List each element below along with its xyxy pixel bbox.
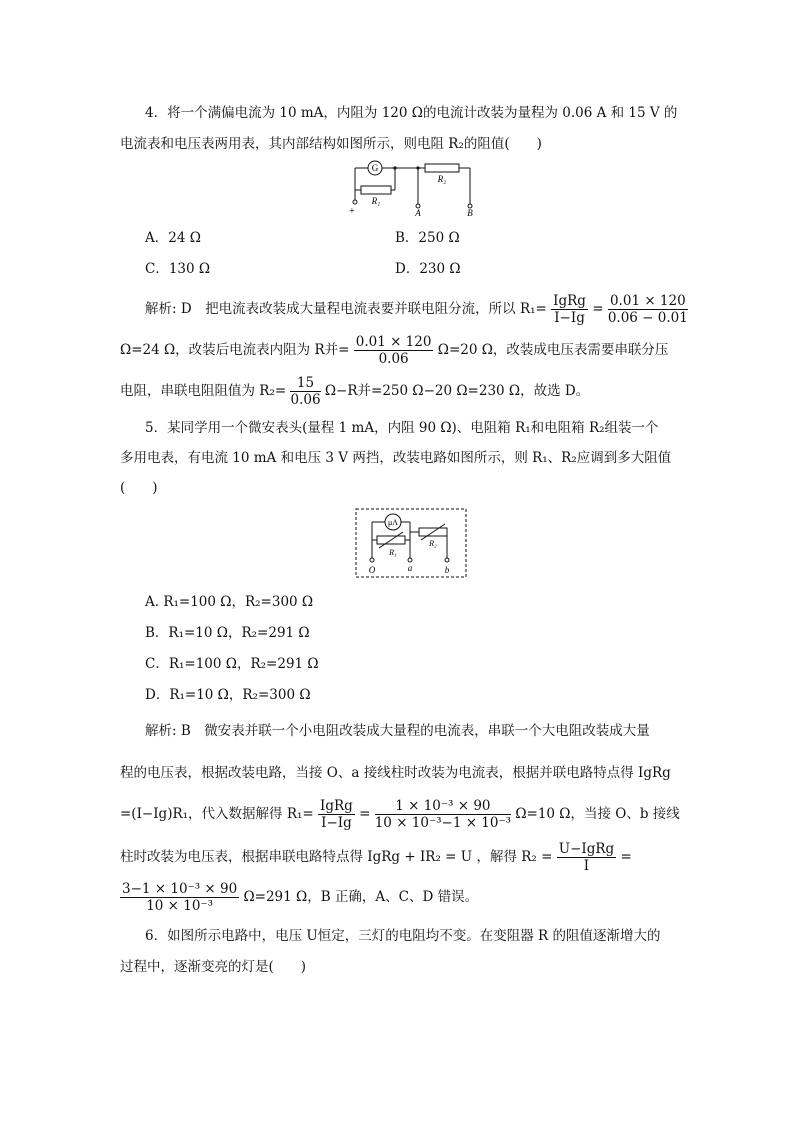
- q5-meter-label: μA: [387, 518, 399, 527]
- q4-stem-line1: 4．将一个满偏电流为 10 mA，内阻为 120 Ω的电流计改装为量程为 0.06 A 和 15 V 的: [145, 105, 678, 121]
- q5-option-c: C．R₁=100 Ω，R₂=291 Ω: [145, 656, 319, 672]
- q5-option-a: A. R₁=100 Ω，R₂=300 Ω: [145, 594, 314, 610]
- q5-solution-line5: [120, 878, 478, 916]
- q5-sol-text2: Ω=10 Ω，当接 O、b 接线: [515, 806, 680, 822]
- q4-sol-frac4-den: 0.06: [290, 392, 321, 408]
- q4-sol-eq: =: [592, 301, 604, 317]
- q5-sol-frac4: [120, 881, 239, 914]
- q5-sol-frac4-den: 10 × 10⁻³: [146, 898, 213, 914]
- q4-sol-frac3-num: 0.01 × 120: [355, 334, 432, 350]
- q4-solution-line3: [120, 372, 589, 410]
- q5-solution-line2: 程的电压表，根据改装电路，当接 O、a 接线柱时改装为电流表，根据并联电路特点得 IgRg: [120, 765, 671, 781]
- q5-r1-label: R₁: [389, 548, 397, 557]
- q4-sol-frac2-num: 0.01 × 120: [608, 293, 688, 310]
- q5-sol-frac2: [375, 798, 511, 831]
- q5-sol-frac2-den: 10 × 10⁻³−1 × 10⁻³: [374, 815, 512, 831]
- q4-sol-frac1: [551, 293, 588, 326]
- q5-b-label: b: [444, 565, 450, 575]
- q4-sol-text2: Ω=24 Ω，改装后电流表内阻为 R并=: [120, 342, 350, 358]
- q5-solution-line4: [120, 838, 632, 876]
- q4-b-label: B: [467, 208, 473, 218]
- q5-solution-line3: [120, 795, 680, 833]
- q4-sol-text3: Ω=20 Ω，改装成电压表需要串联分压: [437, 342, 669, 358]
- q5-sol-frac3-num: U−IgRg: [558, 841, 615, 857]
- q5-sol-frac4-num: 3−1 × 10⁻³ × 90: [122, 881, 238, 897]
- q4-sol-text4: 电阻，串联电阻阻值为 R₂=: [120, 383, 287, 399]
- q4-sol-frac4-num: 15: [290, 375, 320, 392]
- q5-a-label: a: [407, 563, 413, 573]
- q4-r2-label: R₂: [437, 174, 447, 184]
- q5-stem-line1: 5．某同学用一个微安表头(量程 1 mA，内阻 90 Ω)、电阻箱 R₁和电阻箱 R₂组装一个: [145, 420, 659, 436]
- q5-circuit-diagram: [355, 508, 467, 578]
- q4-option-a: A．24 Ω: [145, 230, 201, 246]
- q6-stem-line1: 6．如图所示电路中，电压 U恒定，三灯的电阻均不变。在变阻器 R 的阻值逐渐增大的: [145, 928, 661, 944]
- q5-sol-text5: Ω=291 Ω，B 正确，A、C、D 错误。: [243, 889, 479, 905]
- q4-sol-frac3-den: 0.06: [378, 351, 409, 367]
- q5-sol-frac1-num: IgRg: [320, 798, 353, 814]
- q4-plus-label: +: [349, 206, 355, 217]
- q5-sol-eq: =: [359, 806, 371, 822]
- q5-sol-frac1: [318, 798, 355, 831]
- q4-circuit-diagram: [345, 160, 485, 218]
- q4-stem-line2: 电流表和电压表两用表，其内部结构如图所示，则电阻 R₂的阻值( ): [120, 136, 542, 152]
- q5-sol-text1: =(I−Ig)R₁，代入数据解得 R₁=: [120, 806, 314, 822]
- q5-sol-frac2-num: 1 × 10⁻³ × 90: [375, 798, 511, 815]
- q4-sol-frac2-den: 0.06 − 0.01: [607, 310, 688, 326]
- q5-sol-text3: 柱时改装为电压表，根据串联电路特点得 IgRg + IR₂ = U ，解得 R₂ =: [120, 849, 553, 865]
- q5-sol-frac3: [557, 841, 616, 874]
- q5-sol-frac1-den: I−Ig: [321, 815, 352, 831]
- q4-galvanometer-label: G: [371, 163, 379, 173]
- q4-sol-text5: Ω−R并=250 Ω−20 Ω=230 Ω，故选 D。: [324, 383, 590, 399]
- q4-solution-line2: [120, 331, 668, 369]
- q4-r1-label: R₁: [371, 196, 381, 206]
- q4-sol-frac3: [354, 334, 434, 367]
- q5-stem-line3: ( ): [120, 480, 158, 496]
- q4-sol-frac4: [290, 375, 320, 408]
- q4-sol-frac2: [608, 293, 688, 326]
- q4-option-b: B．250 Ω: [395, 230, 460, 246]
- q4-solution-line1: [145, 290, 688, 328]
- q5-sol-text4: =: [620, 849, 632, 865]
- q6-stem-line2: 过程中，逐渐变亮的灯是( ): [120, 959, 307, 975]
- q5-sol-frac3-den: I: [583, 858, 590, 874]
- q4-sol-frac1-den: I−Ig: [554, 310, 585, 326]
- q4-option-c: C．130 Ω: [145, 261, 211, 277]
- q4-sol-text1: 解析: D 把电流表改装成大量程电流表要并联电阻分流，所以 R₁=: [145, 301, 547, 317]
- q5-o-label: O: [368, 565, 376, 575]
- q5-r2-label: R₂: [429, 539, 437, 548]
- q5-option-b: B．R₁=10 Ω，R₂=291 Ω: [145, 625, 310, 641]
- q5-stem-line2: 多用电表，有电流 10 mA 和电压 3 V 两挡，改装电路如图所示，则 R₁、R₂应调到多大阻值: [120, 450, 672, 466]
- q4-sol-frac1-num: IgRg: [553, 293, 586, 309]
- q4-a-label: A: [415, 208, 421, 218]
- q5-option-d: D．R₁=10 Ω，R₂=300 Ω: [145, 687, 311, 703]
- q4-option-d: D．230 Ω: [395, 261, 461, 277]
- q5-solution-line1: 解析: B 微安表并联一个小电阻改装成大量程的电流表，串联一个大电阻改装成大量: [145, 723, 650, 739]
